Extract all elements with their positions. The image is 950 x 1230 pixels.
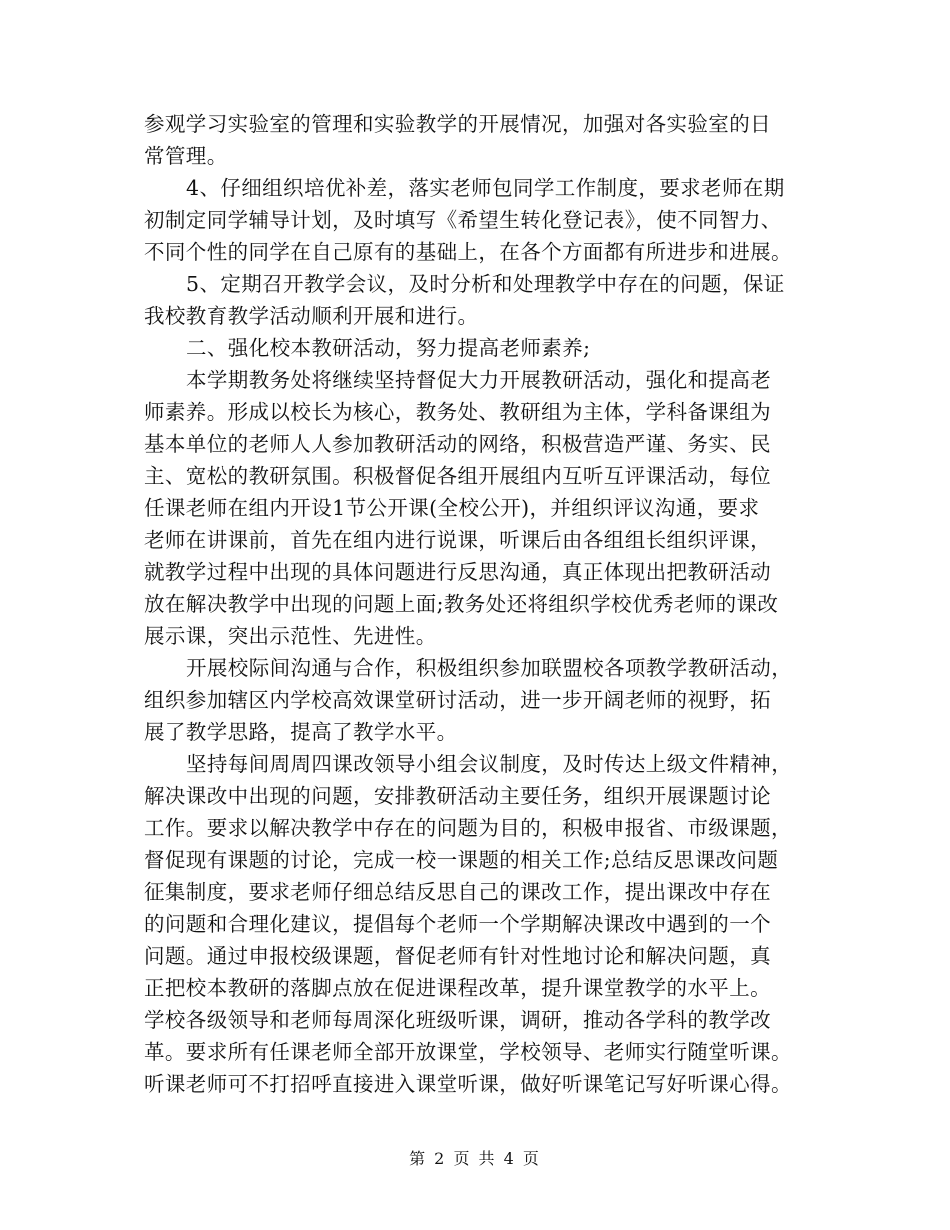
text-line: 正把校本教研的落脚点放在促进课程改革，提升课堂教学的水平上。: [144, 976, 771, 1000]
paragraph: [144, 748, 816, 1100]
paragraph: [144, 652, 816, 748]
text-line: 学校各级领导和老师每周深化班级听课，调研，推动各学科的教学改: [144, 1008, 771, 1032]
text-line: 放在解决教学中出现的问题上面;教务处还将组织学校优秀老师的课改: [144, 592, 779, 616]
document-body: [144, 108, 816, 1100]
text-line: 参观学习实验室的管理和实验教学的开展情况，加强对各实验室的日: [144, 112, 771, 136]
text-line: 任课老师在组内开设1节公开课(全校公开)，并组织评议沟通，要求: [144, 496, 760, 520]
text-line: 坚持每间周周四课改领导小组会议制度，及时传达上级文件精神，: [186, 752, 793, 776]
text-line: 督促现有课题的讨论，完成一校一课题的相关工作;总结反思课改问题: [144, 848, 779, 872]
paragraph: [144, 172, 816, 268]
text-line: 初制定同学辅导计划，及时填写《希望生转化登记表》，使不同智力、: [144, 208, 782, 232]
text-line: 解决课改中出现的问题，安排教研活动主要任务，组织开展课题讨论: [144, 784, 771, 808]
text-line: 不同个性的同学在自己原有的基础上，在各个方面都有所进步和进展。: [144, 240, 792, 264]
text-line: 我校教育教学活动顺利开展和进行。: [144, 304, 479, 328]
text-line: 本学期教务处将继续坚持督促大力开展教研活动，强化和提高老: [186, 368, 772, 392]
text-line: 开展校际间沟通与合作，积极组织参加联盟校各项教学教研活动，: [186, 656, 793, 680]
text-line: 组织参加辖区内学校高效课堂研讨活动，进一步开阔老师的视野，拓: [144, 688, 771, 712]
text-line: 工作。要求以解决教学中存在的问题为目的，积极申报省、市级课题，: [144, 816, 792, 840]
text-line: 二、强化校本教研活动，努力提高老师素养;: [186, 336, 591, 360]
text-line: 基本单位的老师人人参加教研活动的网络，积极营造严谨、务实、民: [144, 432, 771, 456]
paragraph: [144, 268, 816, 332]
text-line: 的问题和合理化建议，提倡每个老师一个学期解决课改中遇到的一个: [144, 912, 771, 936]
paragraph: [144, 364, 816, 652]
text-line: 老师在讲课前，首先在组内进行说课，听课后由各组组长组织评课，: [144, 528, 771, 552]
page-footer: 第 2 页 共 4 页: [409, 1149, 541, 1168]
paragraph: [144, 108, 816, 172]
text-line: 4、仔细组织培优补差，落实老师包同学工作制度，要求老师在期: [186, 176, 785, 200]
section-heading: [144, 332, 816, 364]
text-line: 就教学过程中出现的具体问题进行反思沟通，真正体现出把教研活动: [144, 560, 771, 584]
text-line: 5、定期召开教学会议，及时分析和处理教学中存在的问题，保证: [186, 272, 785, 296]
text-line: 征集制度，要求老师仔细总结反思自己的课改工作，提出课改中存在: [144, 880, 771, 904]
text-line: 听课老师可不打招呼直接进入课堂听课，做好听课笔记写好听课心得。: [144, 1072, 792, 1096]
text-line: 问题。通过申报校级课题，督促老师有针对性地讨论和解决问题，真: [144, 944, 771, 968]
text-line: 主、宽松的教研氛围。积极督促各组开展组内互听互评课活动，每位: [144, 464, 771, 488]
text-line: 革。要求所有任课老师全部开放课堂，学校领导、老师实行随堂听课。: [144, 1040, 792, 1064]
text-line: 师素养。形成以校长为核心，教务处、教研组为主体，学科备课组为: [144, 400, 771, 424]
text-line: 常管理。: [144, 144, 228, 168]
text-line: 展示课，突出示范性、先进性。: [144, 624, 437, 648]
text-line: 展了教学思路，提高了教学水平。: [144, 720, 458, 744]
